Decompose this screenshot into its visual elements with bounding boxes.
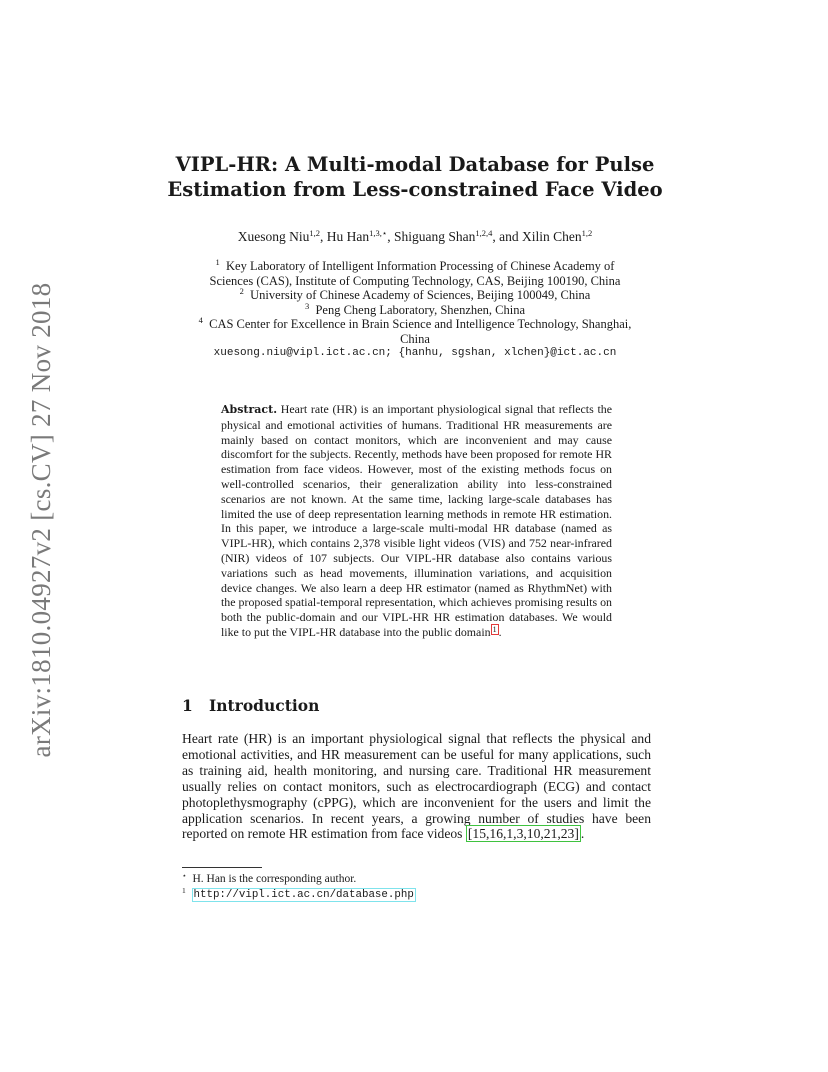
paper-title xyxy=(150,152,680,202)
affil-text: Key Laboratory of Intelligent Information Processing of Chinese Academy of xyxy=(226,259,615,273)
footnote-rule xyxy=(182,867,262,868)
footnote-star-text: H. Han is the corresponding author. xyxy=(192,873,357,885)
footnote-1 xyxy=(182,887,652,903)
title-line-2: Estimation from Less-constrained Face Video xyxy=(167,178,663,201)
affiliation-3 xyxy=(180,300,650,318)
footnote-link[interactable]: 1 xyxy=(492,624,497,634)
affil-text: CAS Center for Excellence in Brain Science and Intelligence Technology, Shanghai, xyxy=(209,317,632,331)
affiliations xyxy=(180,259,650,361)
section-heading xyxy=(182,697,652,715)
affiliation-1-cont: Sciences (CAS), Institute of Computing Technology, CAS, Beijing 100190, China xyxy=(209,273,621,288)
footnotes xyxy=(182,872,652,902)
intro-end: . xyxy=(580,826,585,842)
arxiv-identifier[interactable]: arXiv:1810.04927v2 [cs.CV] 27 Nov 2018 xyxy=(26,282,56,758)
author-affil-sup: 1,2 xyxy=(581,228,593,238)
affil-text: University of Chinese Academy of Sciences, Beijing 100049, China xyxy=(250,288,591,302)
affil-number: 2 xyxy=(239,286,244,296)
affil-number: 1 xyxy=(215,257,220,267)
intro-text: Heart rate (HR) is an important physiological signal that reflects the physical and emotional activities, and HR measurement can be useful for many applications, such as training aid, health monitoring, and nursing care. Traditional HR measurement usually relies on contact monitors, such as electrocardiograph (ECG) and contact photoplethysmography (cPPG), which are inconvenient for the users and limit the application scenarios. In recent years, a growing number of studies have been reported on remote HR estimation from face videos xyxy=(182,731,651,842)
affiliation-4 xyxy=(180,317,650,332)
section-number: 1 xyxy=(182,696,193,715)
author-name: Xilin Chen xyxy=(521,229,582,244)
database-url-link[interactable]: http://vipl.ict.ac.cn/database.php xyxy=(193,888,414,901)
affil-number: 3 xyxy=(304,300,310,311)
affiliation-2 xyxy=(180,288,650,303)
author-name: Hu Han xyxy=(326,229,370,244)
author-affil-sup: 1,2 xyxy=(309,228,321,238)
abstract-end: . xyxy=(498,624,502,639)
author-list: Xuesong Niu$^{1,2}$, Hu Han$^{1,3,⋆}$, Shiguang Shan$^{1,2,4}$, and Xilin Chen$^{1,2}$ xyxy=(237,228,593,244)
introduction-paragraph xyxy=(182,731,651,842)
affiliation-4-cont: China xyxy=(400,331,430,346)
footnote-star xyxy=(182,872,652,887)
citation-links[interactable]: [15,16,1,3,10,21,23] xyxy=(467,826,579,842)
abstract xyxy=(221,402,612,640)
title-line-1: VIPL-HR: A Multi-modal Database for Pulse xyxy=(175,153,655,176)
author-emails: xuesong.niu@vipl.ict.ac.cn; {hanhu, sgshan, xlchen}@ict.ac.cn xyxy=(213,347,617,359)
abstract-text: Heart rate (HR) is an important physiological signal that reflects the physical and emotional activities of humans. Traditional HR measurements are mainly based on contact monitors, which are inconvenient and may cause discomfort for the subjects. Recently, methods have been proposed for remote HR estimation from face videos. However, most of the existing methods focus on well-controlled scenarios, their generalization ability into less-constrained scenarios are not known. At the same time, lacking large-scale databases has limited the use of deep representation learning methods in remote HR estimation. In this paper, we introduce a large-scale multi-modal HR database (named as VIPL-HR), which contains 2,378 visible light videos (VIS) and 752 near-infrared (NIR) videos of 107 subjects. Our VIPL-HR database also contains various variations such as head movements, illumination variations, and acquisition device changes. We also learn a deep HR estimator (named as RhythmNet) with the proposed spatial-temporal representation, which achieves promising results on both the public-domain and our VIPL-HR HR estimation databases. We would like to put the VIPL-HR database into the public domain xyxy=(221,402,612,639)
abstract-label: Abstract. xyxy=(221,403,278,416)
section-title: Introduction xyxy=(209,696,320,715)
affil-text: Peng Cheng Laboratory, Shenzhen, China xyxy=(315,302,526,317)
arxiv-identifier-sidebar xyxy=(21,280,61,760)
affiliation-1 xyxy=(180,259,650,274)
footnote-star-mark: ⋆ xyxy=(182,871,187,880)
author-affil-sup: 1,3,⋆ xyxy=(369,228,388,238)
author-affil-sup: 1,2,4 xyxy=(475,228,493,238)
affil-number: 4 xyxy=(198,315,203,325)
author-name: Shiguang Shan xyxy=(393,229,476,244)
author-name: Xuesong Niu xyxy=(237,229,310,244)
footnote-1-mark: 1 xyxy=(182,885,186,895)
